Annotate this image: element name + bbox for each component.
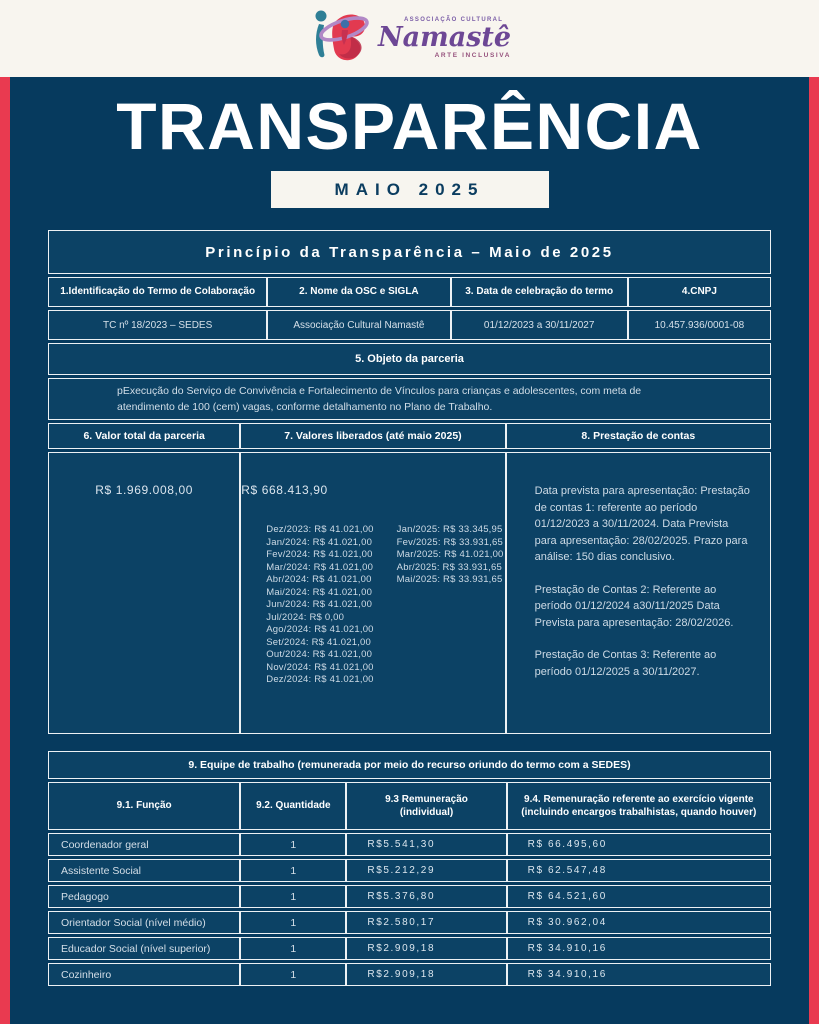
financial-content-row (48, 452, 771, 734)
header-remuneracao-individual: 9.3 Remuneração (individual) (346, 782, 506, 830)
page-title: TRANSPARÊNCIA (116, 89, 703, 163)
funcao-cell: Educador Social (nível superior) (48, 937, 240, 960)
remuneracao-exercicio-cell: R$ 66.495,60 (507, 833, 771, 856)
remuneracao-exercicio-cell: R$ 34.910,16 (507, 937, 771, 960)
monthly-release-item: Mai/2024: R$ 41.021,00 (266, 586, 373, 598)
quantidade-cell: 1 (240, 885, 346, 908)
prestacao-contas-cell (506, 452, 771, 734)
quantidade-cell: 1 (240, 937, 346, 960)
monthly-release-column-2 (397, 524, 504, 687)
header-cnpj: 4.CNPJ (628, 277, 771, 307)
funcao-cell: Coordenador geral (48, 833, 240, 856)
remuneracao-exercicio-cell: R$ 34.910,16 (507, 963, 771, 986)
identification-value-row (48, 310, 771, 340)
table-row (48, 885, 771, 908)
team-table (48, 751, 771, 986)
monthly-release-item: Out/2024: R$ 41.021,00 (266, 649, 373, 661)
prestacao-paragraph-1: Data prevista para apresentação: Prestação de contas 1: referente ao período 01/12/2023 a 30/11/2024. Data Prevista para apresentação: 28/02/2025. Prazo para análise: 150 dias conclusivo. (534, 485, 750, 563)
header-termo-colaboracao: 1.Identificação do Termo de Colaboração (48, 277, 267, 307)
identification-header-row (48, 277, 771, 307)
logo-org-name: Namastê (377, 22, 512, 54)
table-row (48, 937, 771, 960)
monthly-release-item: Dez/2023: R$ 41.021,00 (266, 524, 374, 535)
header-quantidade: 9.2. Quantidade (240, 782, 346, 830)
monthly-release-item: Nov/2024: R$ 41.021,00 (266, 661, 374, 673)
transparency-table (48, 230, 771, 734)
header-valor-total: 6. Valor total da parceria (48, 423, 240, 449)
month-badge: MAIO 2025 (271, 171, 549, 208)
header-funcao: 9.1. Função (48, 782, 240, 830)
monthly-release-list (241, 524, 503, 687)
left-red-border (0, 77, 10, 1024)
team-table-caption-row (48, 751, 771, 779)
monthly-release-item: Fev/2024: R$ 41.021,00 (266, 549, 373, 561)
monthly-release-item: Mar/2024: R$ 41.021,00 (266, 561, 374, 573)
remuneracao-individual-cell: R$5.541,30 (346, 833, 506, 856)
monthly-release-item: Ago/2024: R$ 41.021,00 (266, 624, 374, 636)
monthly-release-item: Abr/2025: R$ 33.931,65 (396, 561, 502, 573)
value-nome-osc: Associação Cultural Namastê (267, 310, 450, 340)
monthly-release-item: Jan/2024: R$ 41.021,00 (266, 536, 373, 548)
quantidade-cell: 1 (240, 859, 346, 882)
top-header-bar (0, 0, 819, 77)
valor-liberado-total: R$ 668.413,90 (241, 483, 328, 497)
remuneracao-individual-cell: R$2.909,18 (346, 937, 506, 960)
table-caption: Princípio da Transparência – Maio de 2025 (48, 230, 771, 274)
remuneracao-individual-cell: R$2.580,17 (346, 911, 506, 934)
remuneracao-individual-cell: R$2.909,18 (346, 963, 506, 986)
funcao-cell: Pedagogo (48, 885, 240, 908)
table-row (48, 911, 771, 934)
monthly-release-item: Mar/2025: R$ 41.021,00 (396, 549, 504, 561)
monthly-release-column-1 (266, 524, 373, 687)
monthly-release-item: Fev/2025: R$ 33.931,65 (396, 536, 504, 548)
objeto-text: pExecução do Serviço de Convivência e Fortalecimento de Vínculos para crianças e adolescentes, com meta de atendimento de 100 (cem) vagas, conforme detalhamento no Plano de Trabalho. (48, 378, 771, 420)
prestacao-paragraph-3: Prestação de Contas 3: Referente ao período 01/12/2025 a 30/11/2027. (534, 649, 717, 678)
header-prestacao-contas: 8. Prestação de contas (506, 423, 771, 449)
remuneracao-individual-cell: R$5.212,29 (346, 859, 506, 882)
valor-total-cell (48, 452, 240, 734)
remuneracao-exercicio-cell: R$ 64.521,60 (507, 885, 771, 908)
namaste-logo-icon (308, 7, 374, 70)
value-data-celebracao: 01/12/2023 a 30/11/2027 (451, 310, 628, 340)
logo-tagline: ARTE INCLUSIVA (434, 52, 512, 60)
table-caption-row (48, 230, 771, 274)
monthly-release-item: Jun/2024: R$ 41.021,00 (266, 599, 373, 611)
monthly-release-item: Jan/2025: R$ 33.345,95 (396, 524, 503, 535)
valor-total: R$ 1.969.008,00 (95, 483, 193, 497)
header-nome-osc: 2. Nome da OSC e SIGLA (267, 277, 450, 307)
quantidade-cell: 1 (240, 833, 346, 856)
table-row (48, 859, 771, 882)
quantidade-cell: 1 (240, 963, 346, 986)
logo-text (378, 17, 511, 60)
objeto-header-row (48, 343, 771, 375)
header-remuneracao-exercicio: 9.4. Remenuração referente ao exercício vigente (incluindo encargos trabalhistas, quando houver) (507, 782, 771, 830)
value-cnpj: 10.457.936/0001-08 (628, 310, 771, 340)
quantidade-cell: 1 (240, 911, 346, 934)
right-red-border (809, 77, 819, 1024)
remuneracao-exercicio-cell: R$ 30.962,04 (507, 911, 771, 934)
logo (308, 7, 511, 70)
funcao-cell: Orientador Social (nível médio) (48, 911, 240, 934)
table-row (48, 963, 771, 986)
objeto-text-row (48, 378, 771, 420)
monthly-release-item: Dez/2024: R$ 41.021,00 (266, 674, 374, 686)
remuneracao-exercicio-cell: R$ 62.547,48 (507, 859, 771, 882)
monthly-release-item: Abr/2024: R$ 41.021,00 (266, 574, 372, 586)
header-valores-liberados: 7. Valores liberados (até maio 2025) (240, 423, 505, 449)
header-data-celebracao: 3. Data de celebração do termo (451, 277, 628, 307)
monthly-release-item: Set/2024: R$ 41.021,00 (266, 636, 372, 648)
logo-association-label: ASSOCIAÇÃO CULTURAL (403, 17, 504, 24)
funcao-cell: Cozinheiro (48, 963, 240, 986)
team-table-caption: 9. Equipe de trabalho (remunerada por meio do recurso oriundo do termo com a SEDES) (48, 751, 771, 779)
remuneracao-individual-cell: R$5.376,80 (346, 885, 506, 908)
financial-header-row (48, 423, 771, 449)
monthly-release-item: Mai/2025: R$ 33.931,65 (396, 574, 503, 586)
prestacao-paragraph-2: Prestação de Contas 2: Referente ao período 01/12/2024 a30/11/2025 Data Prevista para apresentação: 28/02/2026. (534, 583, 734, 629)
monthly-release-item: Jul/2024: R$ 0,00 (266, 611, 345, 623)
table-row (48, 833, 771, 856)
value-termo-colaboracao: TC nº 18/2023 – SEDES (48, 310, 267, 340)
team-table-header-row (48, 782, 771, 830)
funcao-cell: Assistente Social (48, 859, 240, 882)
valores-liberados-cell (240, 452, 505, 734)
objeto-header: 5. Objeto da parceria (48, 343, 771, 375)
